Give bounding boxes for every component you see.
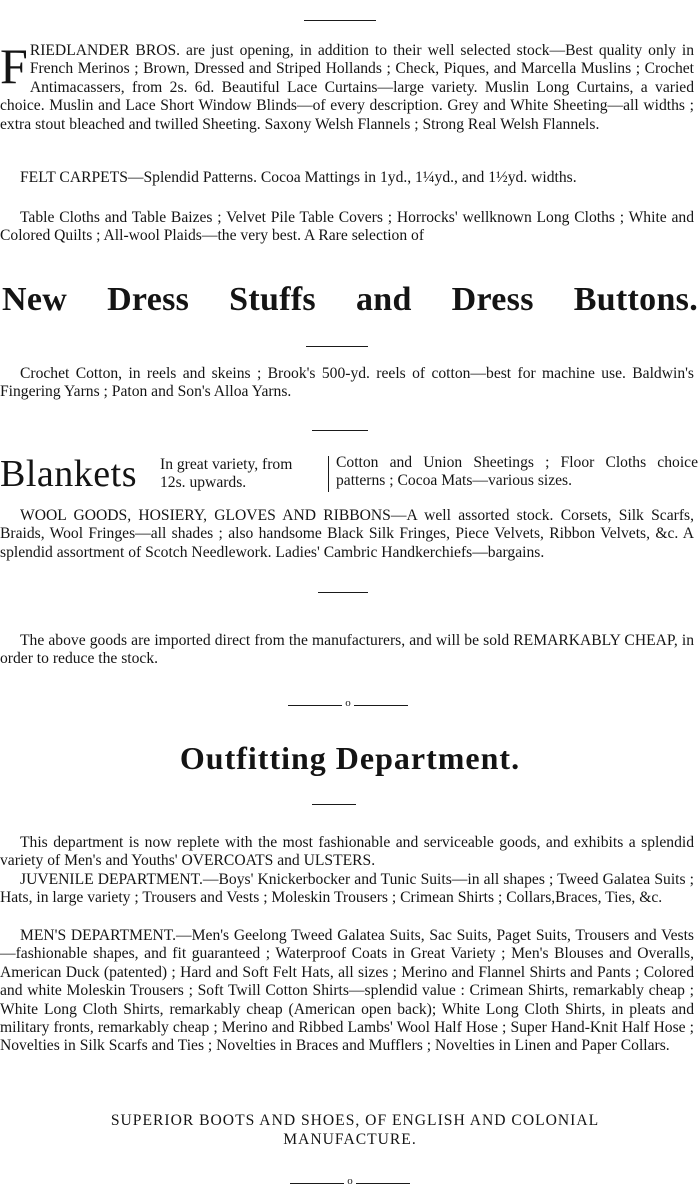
drop-cap: F	[0, 38, 28, 94]
department-intro-paragraph: This department is now replete with the most fashionable and serviceable goods, and exhibits a splendid variety of Men's and Youths' OVERCOATS and ULSTERS.	[0, 834, 694, 870]
rule-after-dress	[306, 346, 368, 347]
juvenile-department-paragraph: JUVENILE DEPARTMENT.—Boys' Knickerbocker and Tunic Suits—in all shapes ; Tweed Galatea Suits ; Hats, in large variety ; Trousers and Vests ; Moleskin Trousers ; Crimean Shirts ; Collars,Braces, Ties, &c.	[0, 871, 694, 907]
boots-heading-line2: MANUFACTURE.	[283, 1131, 417, 1148]
boots-heading-line1: SUPERIOR BOOTS AND SHOES, OF ENGLISH AND COLONIAL	[110, 1112, 600, 1129]
imported-goods-paragraph: The above goods are imported direct from the manufacturers, and will be sold REMARKABLY CHEAP, in order to reduce the stock.	[0, 632, 694, 668]
blankets-title: Blankets	[0, 453, 137, 495]
blankets-divider	[328, 456, 329, 492]
blankets-subtitle: In great variety, from 12s. upwards.	[160, 456, 293, 491]
intro-lead-text: RIEDLANDER BROS. are just opening, in addition to their well selected stock—Best quality only in French Merinos ; Brown, Dressed and Striped Hollands ; Check, Piques, and Marcella Muslins ; Crochet Antimacassers, from 2s. 6d. Beautiful Lace Curtains—large variety. Muslin Long Curtains, a varied choice. Muslin and Lace Short Window Blinds—of every description. Grey and White Sheeting—all widths ; extra stout bleached and twilled Sheeting. Saxony Welsh Flannels ; Strong Real Welsh Flannels.	[0, 42, 694, 133]
rule-after-outfitting	[312, 804, 356, 805]
mens-department-paragraph: MEN'S DEPARTMENT.—Men's Geelong Tweed Galatea Suits, Sac Suits, Paget Suits, Trousers and Vests—fashionable shapes, and fit guaranteed ; Waterproof Coats in Great Variety ; Men's Blouses and Overalls, American Duck (patented) ; Hard and Soft Felt Hats, all sizes ; Merino and Flannel Shirts and Pants ; Colored and white Moleskin Trousers ; Soft Twill Cotton Shirts—splendid value : Crimean Shirts, remarkably cheap ; White Long Cloth Shirts, remarkably cheap (American open back); White Long Cloth Shirts, in pleats and military fronts, remarkably cheap ; Merino and Ribbed Lambs' Wool Half Hose ; Super Hand-Knit Half Hose ; Novelties in Silk Scarfs and Ties ; Novelties in Braces and Mufflers ; Novelties in Linen and Paper Collars.	[0, 927, 694, 1055]
ornament-divider	[288, 698, 408, 712]
rule-after-wool	[318, 592, 368, 593]
dress-stuffs-headline: New Dress Stuffs and Dress Buttons.	[2, 281, 698, 318]
table-cloths-paragraph: Table Cloths and Table Baizes ; Velvet Pile Table Covers ; Horrocks' wellknown Long Cloths ; White and Colored Quilts ; All-wool Plaids—the very best. A Rare selection of	[0, 209, 694, 245]
felt-carpets-paragraph: FELT CARPETS—Splendid Patterns. Cocoa Mattings in 1yd., 1¼yd., and 1½yd. widths.	[20, 169, 577, 186]
sheetings-text: Cotton and Union Sheetings ; Floor Cloths choice patterns ; Cocoa Mats—various sizes.	[336, 454, 698, 490]
ornament-glyph: o	[345, 697, 351, 709]
wool-goods-paragraph: WOOL GOODS, HOSIERY, GLOVES AND RIBBONS—A well assorted stock. Corsets, Silk Scarfs, Braids, Wool Fringes—all shades ; also handsome Black Silk Fringes, Piece Velvets, Ribbon Velvets, &c. A splendid assortment of Scotch Needlework. Ladies' Cambric Handkerchiefs—bargains.	[0, 507, 694, 561]
bottom-ornament-divider: o	[290, 1176, 410, 1190]
top-rule	[304, 20, 376, 21]
intro-paragraph	[0, 38, 694, 134]
rule-before-blankets	[312, 430, 368, 431]
outfitting-headline: Outfitting Department.	[179, 740, 521, 776]
crochet-paragraph: Crochet Cotton, in reels and skeins ; Brook's 500-yd. reels of cotton—best for machine use. Baldwin's Fingering Yarns ; Paton and Son's Alloa Yarns.	[0, 365, 694, 401]
